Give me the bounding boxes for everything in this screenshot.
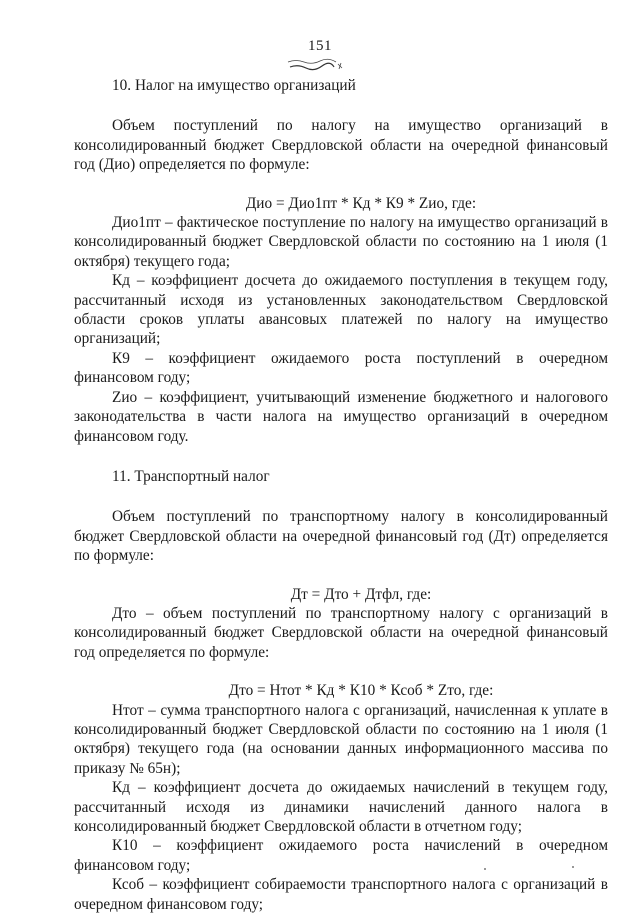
handwritten-stamp [286,58,346,72]
section-10-intro: Объем поступлений по налогу на имущество организаций в консолидированный бюджет Свердловской области на очередной финансовый год (Дио) определяется по формуле: [74,117,608,174]
def-dto: Дто – объем поступлений по транспортному налогу с организаций в консолидированный бюджет Свердловской области на очередной финансовый год определяется по формуле: [74,604,608,661]
section-11-title: 11. Транспортный налог [112,467,270,485]
formula-dt: Дт = Дто + Дтфл, где: [290,585,432,603]
def-k9: К9 – коэффициент ожидаемого роста поступлений в очередном финансовом году; [74,349,608,387]
def-zio: Zио – коэффициент, учитывающий изменение бюджетного и налогового законодательства в части налога на имущество организаций в очередном финансовом году. [74,388,608,445]
scan-speck [572,866,574,868]
formula-dto: Дто = Нтот * Кд * К10 * Ксоб * Zто, где: [228,682,494,700]
def-ksob: Ксоб – коэффициент собираемости транспортного налога с организаций в очередном финансовом году; [74,876,608,913]
scan-speck [484,868,486,870]
def-kd-transport: Кд – коэффициент досчета до ожидаемых начислений в текущем году, рассчитанный исходя из динамики начислений данного налога в консолидированный бюджет Свердловской области в отчетном году; [74,779,608,835]
section-10-title: 10. Налог на имущество организаций [112,77,356,94]
def-ntot: Нтот – сумма транспортного налога с организаций, начисленная к уплате в консолидированный бюджет Свердловской области по состоянию на 1 июля (1 октября) текущего года (на основании данных информационного массива по приказу № 65н); [74,701,608,777]
formula-dio: Дио = Дио1пт * Кд * К9 * Zио, где: [245,194,477,212]
document-body [74,76,608,914]
page-number: 151 [308,38,332,54]
def-k10: К10 – коэффициент ожидаемого роста начислений в очередном финансовом году; [74,837,608,874]
def-kd: Кд – коэффициент досчета до ожидаемого поступления в текущем году, рассчитанный исходя из установленных законодательством Свердловской области сроков уплаты авансовых платежей по налогу на имущество организаций; [74,272,608,348]
def-dio1pt: Дио1пт – фактическое поступление по налогу на имущество организаций в консолидированный бюджет Свердловской области по состоянию на 1 июля (1 октября) текущего года; [74,214,608,270]
section-11-intro: Объем поступлений по транспортному налогу в консолидированный бюджет Свердловской области на очередной финансовый год (Дт) определяется по формуле: [74,508,608,565]
